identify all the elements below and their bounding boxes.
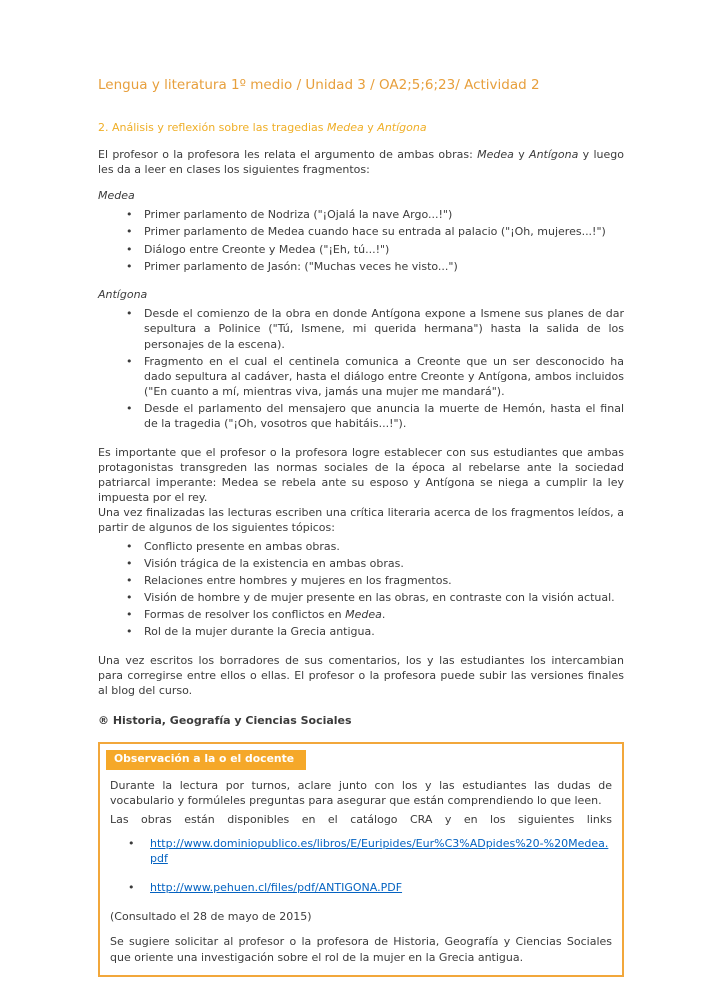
antigona-pdf-link[interactable]: http://www.pehuen.cl/files/pdf/ANTIGONA.PDF — [150, 881, 403, 895]
antigona-heading: Antígona — [98, 288, 148, 301]
observation-paragraph: Durante la lectura por turnos, aclare junto con los y las estudiantes las dudas de vocabulario y formúleles preguntas para asegurar que están comprendiendo lo que leen. — [110, 779, 612, 808]
list-item: • Visión de hombre y de mujer presente en las obras, en contraste con la visión actual. — [124, 590, 624, 605]
medea-fragments-list — [124, 207, 624, 274]
list-item: • Conflicto presente en ambas obras. — [124, 539, 624, 554]
intro-paragraph: El profesor o la profesora les relata el argumento de ambas obras: Medea y Antígona y luego les da a leer en clases los siguientes fragmentos: — [98, 147, 624, 176]
list-item: • Desde el parlamento del mensajero que anuncia la muerte de Hemón, hasta el final de la tragedia ("¡Oh, vosotros que habitáis...!"). — [124, 401, 624, 431]
medea-heading: Medea — [98, 189, 135, 203]
list-item: • Formas de resolver los conflictos en Medea. — [124, 607, 624, 622]
teacher-observation-box — [98, 742, 624, 976]
teacher-note-paragraph: Es importante que el profesor o la profesora logre establecer con sus estudiantes que ambas protagonistas transgreden las normas sociales de la época al rebelarse ante la sociedad patriarcal imperante: Medea se rebela ante su esposo y Antígona se niega a cumplir la ley impuesta por el rey. — [98, 445, 624, 505]
critique-instructions-paragraph: Una vez finalizadas las lecturas escriben una crítica literaria acerca de los fragmentos leídos, a partir de algunos de los siguientes tópicos: — [98, 506, 624, 535]
list-item: • Primer parlamento de Medea cuando hace su entrada al palacio ("¡Oh, mujeres...!") — [124, 224, 624, 239]
list-item: • Diálogo entre Creonte y Medea ("¡Eh, tú...!") — [124, 242, 624, 257]
consulted-date-line: (Consultado el 28 de mayo de 2015) — [110, 910, 312, 924]
observation-box-header: Observación a la o el docente — [106, 750, 306, 770]
page-title: Lengua y literatura 1º medio / Unidad 3 / OA2;5;6;23/ Actividad 2 — [98, 77, 540, 93]
catalog-availability-line: Las obras están disponibles en el catálogo CRA y en los siguientes links — [110, 812, 612, 826]
list-item: • Fragmento en el cual el centinela comunica a Creonte que un ser desconocido ha dado sepultura al cadáver, hasta el diálogo entre Creonte y Antígona, ambos incluidos ("En cuanto a mí, mientras viva, jamás una mujer me mandará"). — [124, 354, 624, 400]
drafts-paragraph: Una vez escritos los borradores de sus comentarios, los y las estudiantes los intercambian para corregirse entre ellos o ellas. El profesor o la profesora puede subir las versiones finales al blog del curso. — [98, 653, 624, 697]
list-item — [126, 836, 612, 866]
list-item: • Primer parlamento de Jasón: ("Muchas veces he visto...") — [124, 259, 624, 274]
list-item: • Desde el comienzo de la obra en donde Antígona expone a Ismene sus planes de dar sepultura a Polinice ("Tú, Ismene, mi querida hermana") hasta la salida de los personajes de la escena). — [124, 306, 624, 352]
list-item — [126, 880, 612, 895]
activity-heading: 2. Análisis y reflexión sobre las tragedias Medea y Antígona — [98, 120, 427, 134]
history-suggestion-paragraph: Se sugiere solicitar al profesor o la profesora de Historia, Geografía y Ciencias Sociales que oriente una investigación sobre el rol de la mujer en la Grecia antigua. — [110, 935, 612, 964]
subject-crossref: ® Historia, Geografía y Ciencias Sociales — [98, 714, 352, 728]
topics-list — [124, 539, 624, 640]
list-item: • Primer parlamento de Nodriza ("¡Ojalá la nave Argo...!") — [124, 207, 624, 222]
list-item: • Visión trágica de la existencia en ambas obras. — [124, 556, 624, 571]
list-item: • Relaciones entre hombres y mujeres en los fragmentos. — [124, 573, 624, 588]
medea-pdf-link[interactable]: http://www.dominiopublico.es/libros/E/Euripides/Eur%C3%ADpides%20-%20Medea.pdf — [150, 836, 609, 865]
list-item: • Rol de la mujer durante la Grecia antigua. — [124, 624, 624, 639]
antigona-fragments-list — [124, 306, 624, 431]
resource-links-list — [126, 836, 612, 896]
